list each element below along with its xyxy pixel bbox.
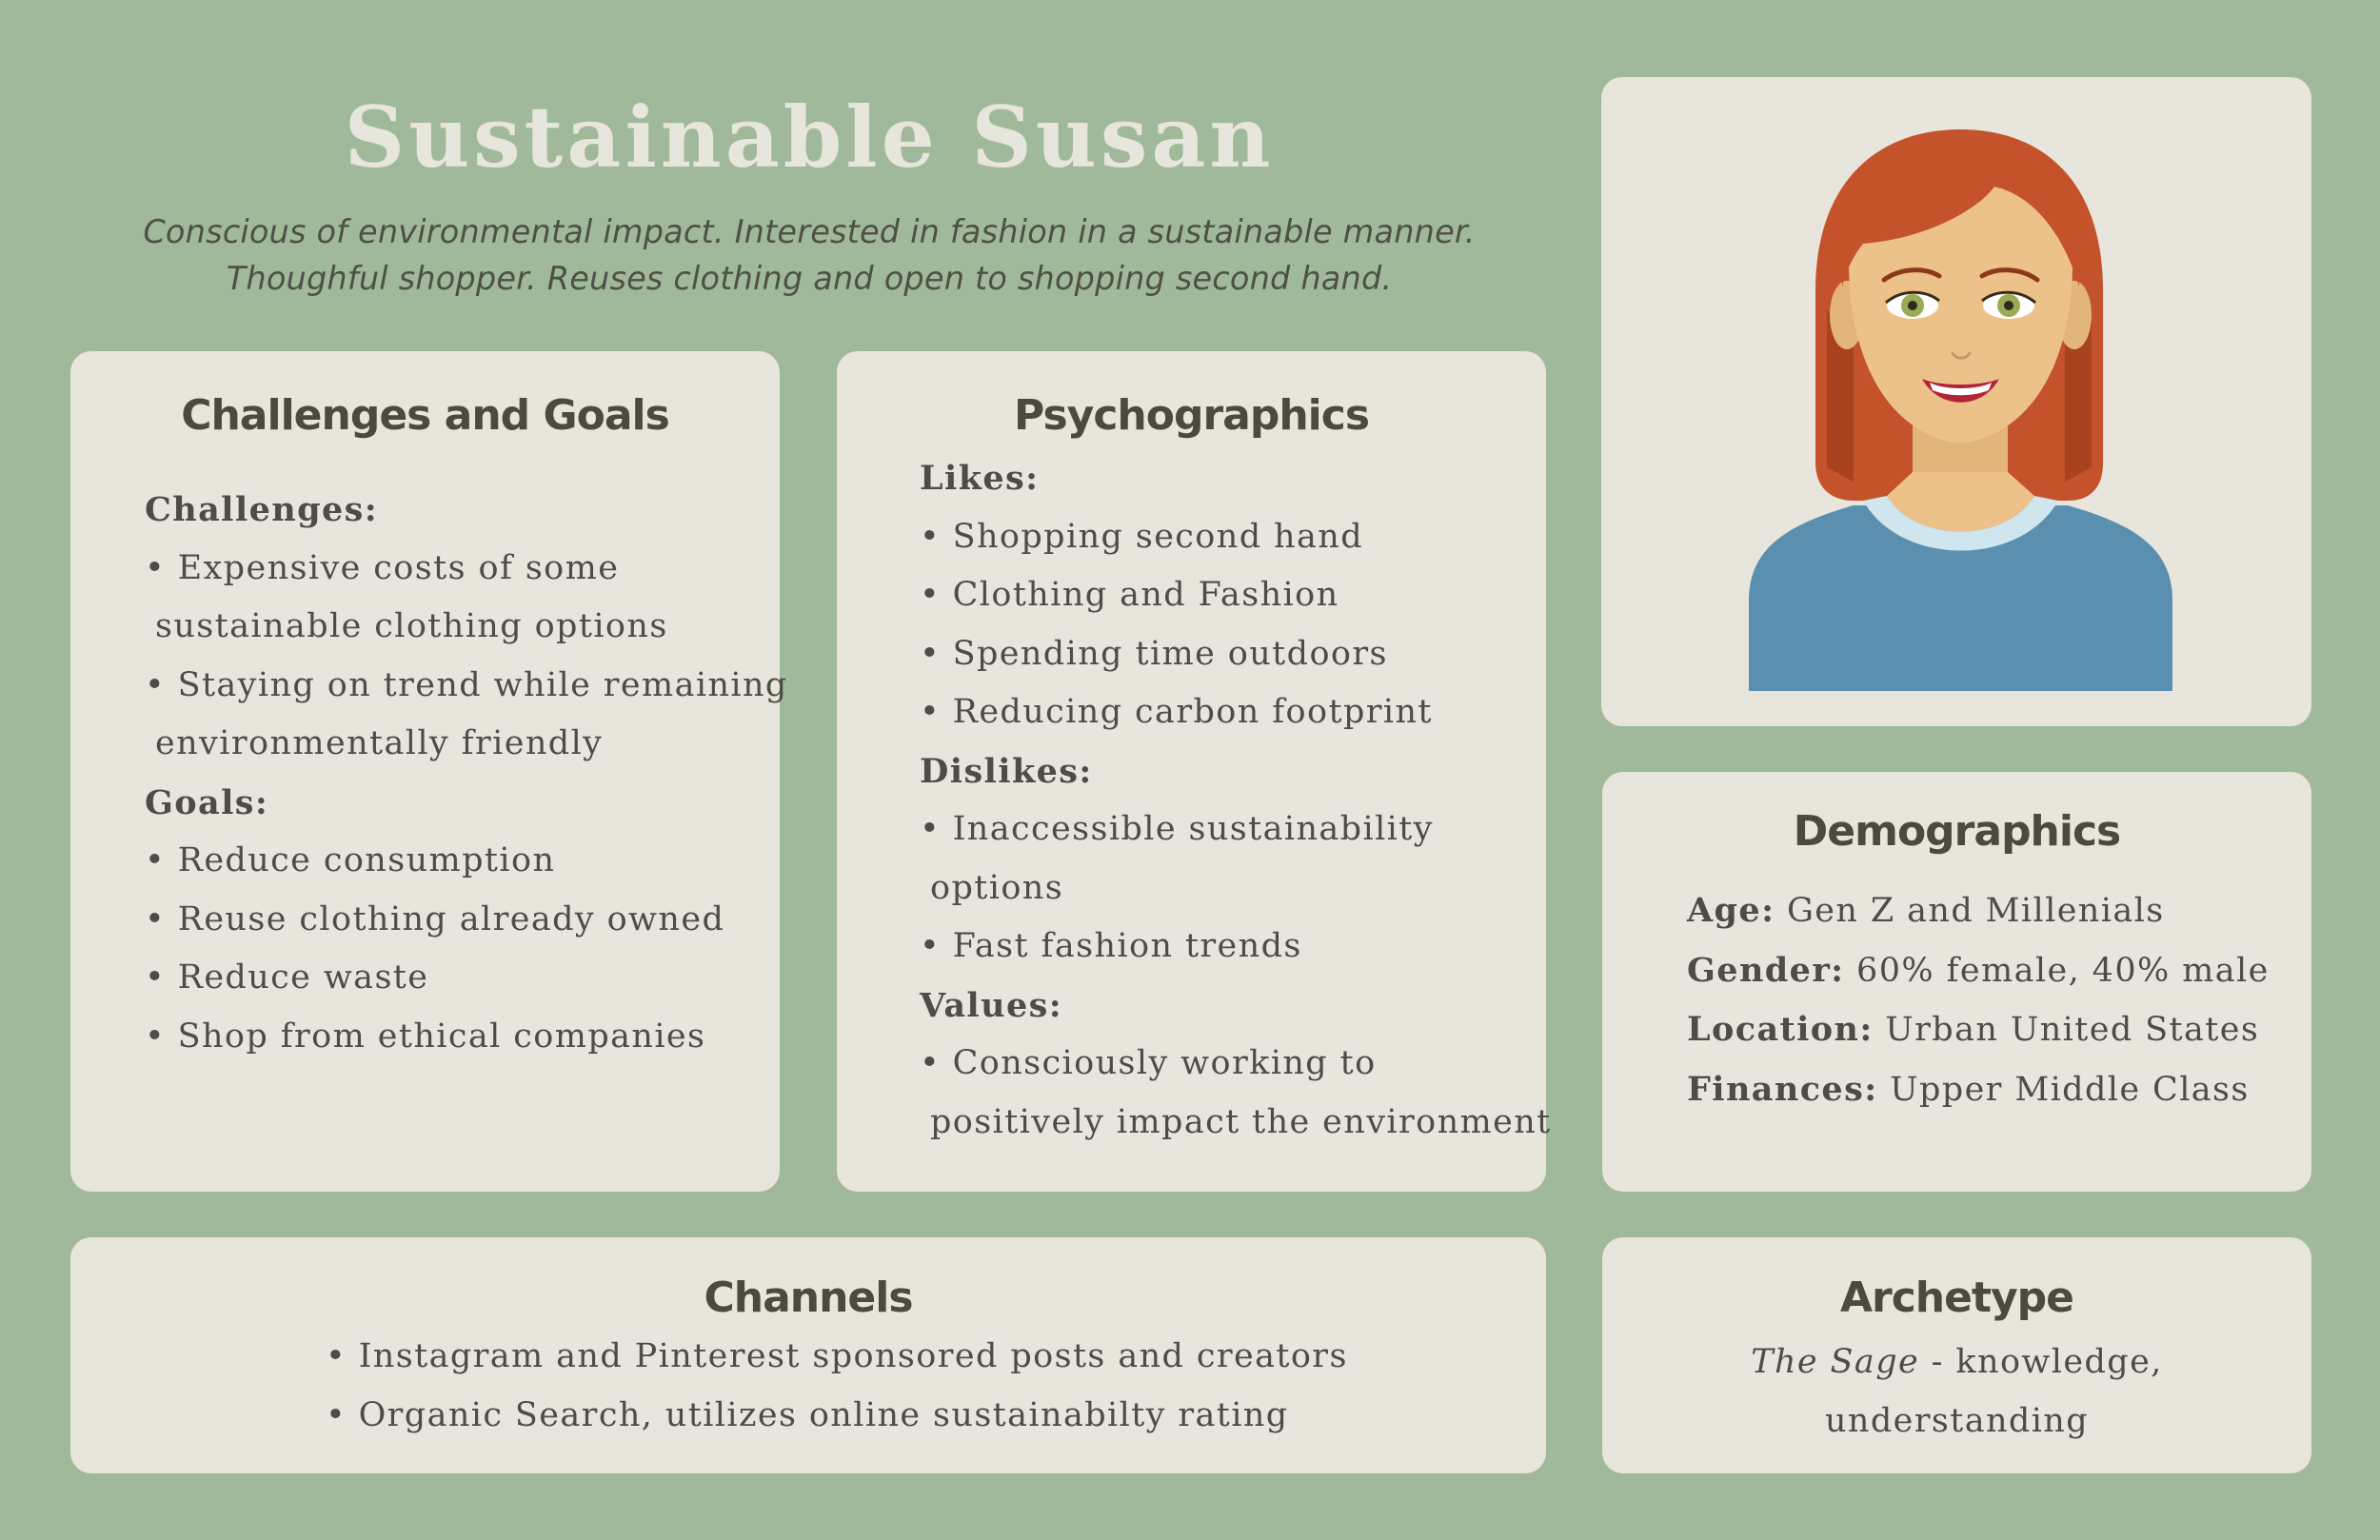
list-item: • Expensive costs of some [145,548,620,587]
demographic-row-finances [1687,1060,2270,1120]
challenges-goals-card [70,351,788,1192]
archetype-line: understanding [1824,1401,2090,1440]
row-label: Location: [1687,1010,1874,1049]
values-label: Values: [920,985,1063,1025]
archetype-name: The Sage [1751,1343,1920,1381]
subtitle-line: Thoughful shopper. Reuses clothing and open to shopping second hand. [226,260,1393,297]
channels-card [70,1237,1546,1473]
row-value: 60% female, 40% male [1856,951,2270,990]
challenges-label: Challenges: [145,490,379,529]
card-title: Archetype [1839,1273,2074,1322]
list-item: • Reduce waste [145,958,429,997]
challenges-goals-body [145,481,788,1066]
list-item: • Consciously working to [920,1044,1377,1082]
demographic-row-age [1687,881,2270,941]
likes-label: Likes: [920,459,1040,498]
list-item-continuation: sustainable clothing options [155,607,668,645]
list-item: • Organic Search, utilizes online sustainabilty rating [326,1395,1289,1434]
psychographics-body [920,449,1552,1152]
archetype-body [1602,1333,2311,1451]
card-title: Channels [704,1273,913,1322]
row-label: Gender: [1687,950,1845,990]
archetype-line [1602,1333,2311,1392]
channels-body [326,1328,1348,1445]
list-item: • Spending time outdoors [920,634,1388,673]
list-item-continuation: positively impact the environment [930,1102,1552,1141]
list-item: • Reuse clothing already owned [145,899,725,938]
row-value: Gen Z and Millenials [1786,892,2165,930]
list-item: • Reduce consumption [145,841,556,879]
portrait-card [1601,77,2311,726]
psychographics-card [837,351,1552,1192]
row-label: Finances: [1687,1069,1878,1109]
demographic-row-gender [1687,941,2270,1001]
list-item: • Reducing carbon footprint [920,693,1433,731]
archetype-card [1602,1237,2311,1473]
goals-label: Goals: [145,782,269,822]
woman-avatar-illustration [1749,120,2172,701]
card-title: Demographics [1793,807,2121,856]
demographic-row-location [1687,1000,2270,1060]
row-value: Urban United States [1885,1011,2260,1049]
dislikes-label: Dislikes: [920,751,1093,791]
list-item: • Clothing and Fashion [920,576,1339,614]
card-title: Psychographics [1013,391,1370,440]
list-item: • Inaccessible sustainability [920,810,1434,848]
demographics-body [1687,881,2270,1119]
subtitle-line: Conscious of environmental impact. Interested in fashion in a sustainable manner. [143,213,1476,250]
card-title: Challenges and Goals [181,391,669,440]
persona-subtitle [38,208,1580,302]
row-label: Age: [1687,891,1775,930]
demographics-card [1602,772,2311,1192]
list-item-continuation: environmentally friendly [155,724,604,762]
archetype-description: - knowledge, [1919,1343,2163,1381]
list-item: • Shopping second hand [920,517,1364,556]
row-value: Upper Middle Class [1890,1070,2250,1109]
list-item: • Instagram and Pinterest sponsored posts and creators [326,1337,1348,1375]
list-item: • Staying on trend while remaining [145,665,788,704]
list-item: • Shop from ethical companies [145,1017,706,1056]
list-item-continuation: options [930,868,1064,907]
persona-title: Sustainable Susan [344,88,1275,187]
list-item: • Fast fashion trends [920,927,1302,965]
